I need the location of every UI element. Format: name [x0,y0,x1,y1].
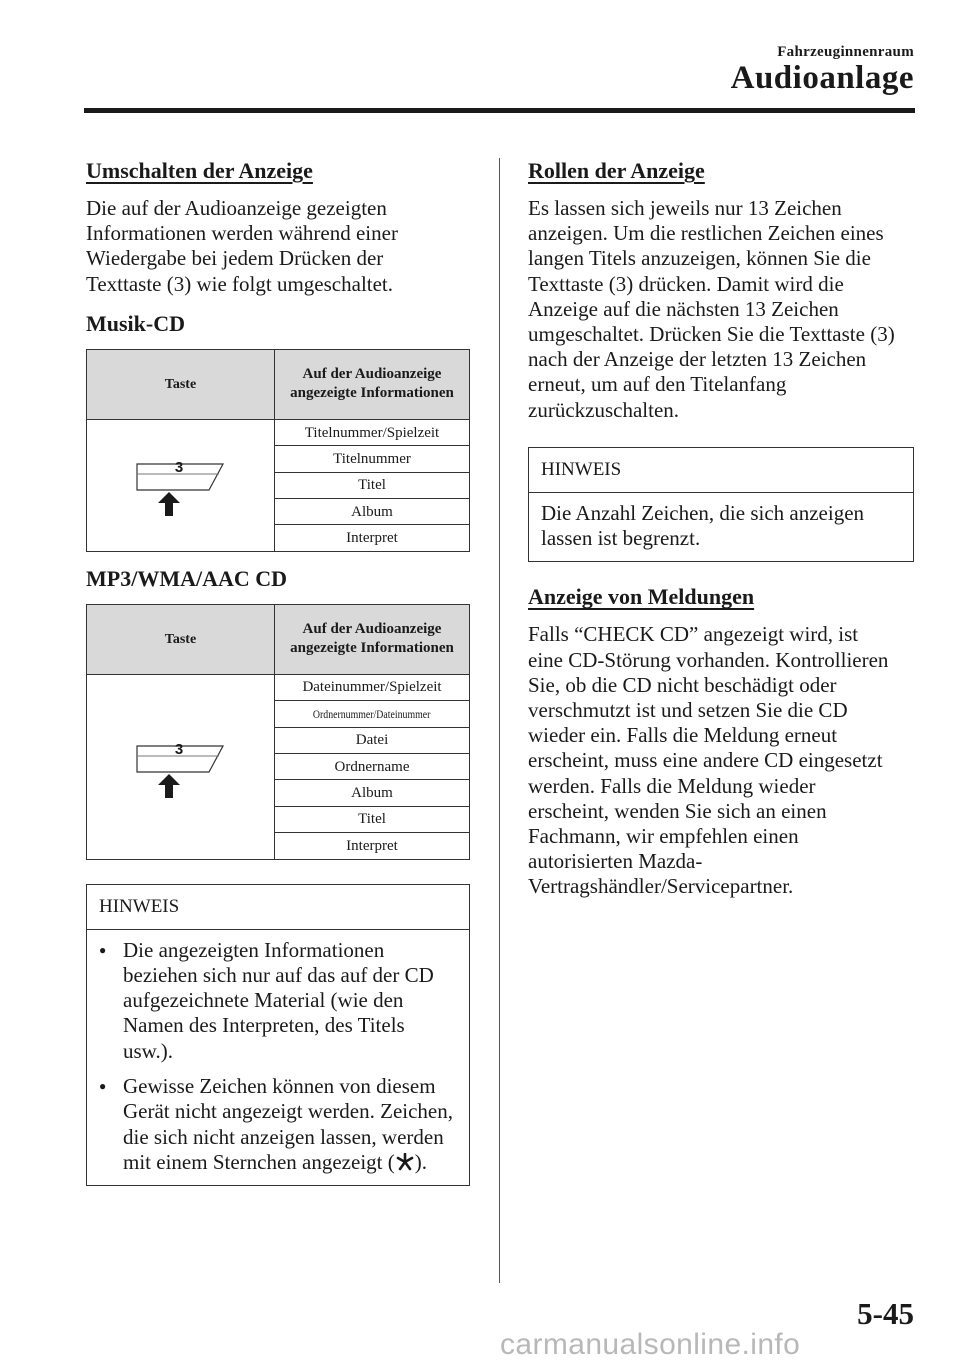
heading-meldungen: Anzeige von Meldungen [528,584,755,610]
table-cell: Titelnummer [275,446,470,472]
watermark: carmanualsonline.info [500,1328,801,1361]
header-taste: Taste [87,604,275,674]
list-item [99,938,459,1064]
note-box-right [528,447,914,563]
table-cell: Interpret [275,833,470,859]
text-key-cell [87,419,275,551]
key-number: 3 [174,740,183,758]
header-taste: Taste [87,349,275,419]
left-column [86,154,470,1186]
table-cell: Dateinummer/Spielzeit [275,674,470,700]
heading-rollen: Rollen der Anzeige [528,158,705,183]
bullet-text-end: ). [414,1149,427,1174]
header-rule [84,108,915,113]
text-key-cell [87,674,275,859]
bullet-icon: ● [99,942,107,957]
table-cell: Titelnummer/Spielzeit [275,419,470,445]
bullet-icon: ● [99,1078,107,1093]
header-info: Auf der Audioanzeige angezeigte Informationen [275,349,470,419]
bullet-text: Die angezeigten Informationen beziehen sich nur auf das auf der CD aufgezeichnete Material (wie den Namen des Interpreten, des Titels usw.). [123,937,434,1063]
heading-umschalten: Umschalten der Anzeige [86,158,313,183]
table-cell: Album [275,780,470,806]
mp3-cd-label: MP3/WMA/AAC CD [86,565,288,591]
table-cell [275,701,470,727]
list-item [99,1074,459,1175]
section-title: Fahrzeuginnenraum [777,44,914,60]
note-text: Die Anzahl Zeichen, die sich anzeigen lassen ist begrenzt. [541,500,865,551]
right-column [528,154,914,900]
table-cell: Titel [275,472,470,498]
table-cell: Titel [275,806,470,832]
chapter-title: Audioanlage [730,60,914,96]
header-info: Auf der Audioanzeige angezeigte Informationen [275,604,470,674]
asterisk-icon [395,1153,415,1171]
note-body [87,930,469,1186]
message-paragraph: Falls “CHECK CD” angezeigt wird, ist eine CD-Störung vorhanden. Kontrollieren Sie, ob die CD nicht beschädigt oder verschmutzt ist und setzen Sie die CD wieder ein. Falls die Meldung erneut erscheint, muss eine andere CD eingesetzt werden. Falls die Meldung wieder erscheint, wenden Sie sich an einen Fachmann, wir empfehlen einen autorisierten Mazda-Vertragshändler/Servicepartner. [528,622,889,899]
text-key-3-icon [121,726,241,800]
text-key-3-icon [121,444,241,518]
table-cell: Datei [275,727,470,753]
bullet-text-part: Gewisse Zeichen können von diesem Gerät nicht angezeigt werden. Zeichen, die sich nicht anzeigen lassen, werden mit einem Sternchen angezeigt ( [123,1073,454,1174]
mp3-cd-table [86,604,470,860]
scroll-paragraph: Es lassen sich jeweils nur 13 Zeichen anzeigen. Um die restlichen Zeichen eines langen Titels anzuzeigen, können Sie die Texttaste (3) drücken. Damit wird die Anzeige auf die nächsten 13 Zeichen umgeschaltet. Drücken Sie die Texttaste (3) nach der Anzeige der letzten 13 Zeichen erneut, um auf den Titelanfang zurückzuschalten. [528,196,895,422]
table-cell: Album [275,498,470,524]
note-title: HINWEIS [529,448,913,493]
note-box [86,884,470,1187]
bullet-text [123,1074,459,1175]
key-number: 3 [174,459,183,477]
music-cd-label: Musik-CD [86,310,186,336]
intro-paragraph: Die auf der Audioanzeige gezeigten Informationen werden während einer Wiedergabe bei jedem Drücken der Texttaste (3) wie folgt umgeschaltet. [86,196,398,296]
table-cell-text: Ordnernummer/Dateinummer [313,706,431,721]
page-number: 5-45 [857,1296,914,1331]
music-cd-table [86,349,470,552]
column-divider [499,158,500,1283]
note-title: HINWEIS [87,885,469,930]
table-cell: Interpret [275,525,470,551]
table-cell: Ordnername [275,753,470,779]
